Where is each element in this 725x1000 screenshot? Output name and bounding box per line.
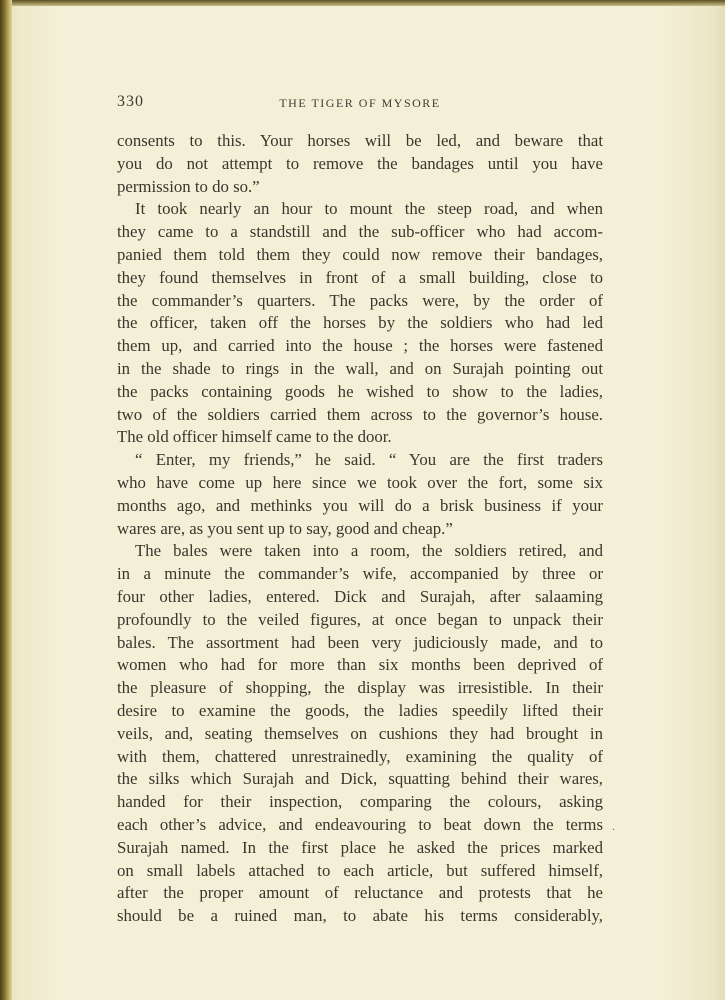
page-top-edge [0, 0, 725, 6]
text-line: veils, and, seating themselves on cushions they had brought in [117, 723, 603, 743]
running-head: THE TIGER OF MYSORE [279, 96, 441, 110]
text-line: women who had for more than six months been deprived of [117, 655, 603, 675]
text-line: wares are, as you sent up to say, good and cheap.” [117, 518, 453, 538]
text-line: the pleasure of shopping, the display was irresistible. In their [117, 678, 603, 698]
body-text [117, 130, 603, 928]
text-line: four other ladies, entered. Dick and Surajah, after salaaming [117, 586, 603, 606]
text-line: the commander’s quarters. The packs were, by the order of [117, 290, 603, 310]
text-line: desire to examine the goods, the ladies speedily lifted their [117, 700, 603, 720]
stray-mark: · [612, 825, 616, 836]
text-line: the officer, taken off the horses by the soldiers who had led [117, 313, 603, 333]
text-line: consents to this. Your horses will be led, and beware that [117, 131, 603, 150]
text-line: two of the soldiers carried them across to the governor’s house. [117, 404, 603, 424]
text-line: they came to a standstill and the sub-officer who had accom- [117, 222, 603, 242]
text-line: The bales were taken into a room, the soldiers retired, and [135, 541, 603, 561]
text-line: who have come up here since we took over the fort, some six [117, 472, 603, 492]
text-line: panied them told them they could now remove their bandages, [117, 244, 603, 264]
text-line: bales. The assortment had been very judiciously made, and to [117, 632, 603, 652]
text-line: them up, and carried into the house ; the horses were fastened [117, 336, 603, 356]
text-line: It took nearly an hour to mount the steep road, and when [135, 199, 603, 219]
book-binding-edge [0, 0, 12, 1000]
page-number: 330 [117, 93, 144, 110]
text-line: should be a ruined man, to abate his terms considerably, [117, 906, 603, 926]
text-line: months ago, and methinks you will do a brisk business if your [117, 495, 603, 515]
text-line: after the proper amount of reluctance and protests that he [117, 883, 603, 903]
text-line: the silks which Surajah and Dick, squatting behind their wares, [117, 769, 603, 789]
text-line: handed for their inspection, comparing the colours, asking [117, 792, 603, 812]
page-header [117, 93, 603, 117]
text-line: they found themselves in front of a small building, close to [117, 267, 603, 287]
text-line: “ Enter, my friends,” he said. “ You are the first traders [135, 450, 603, 470]
text-line: profoundly to the veiled figures, at once began to unpack their [117, 609, 603, 629]
text-line: each other’s advice, and endeavouring to beat down the terms [117, 814, 603, 834]
text-line: in a minute the commander’s wife, accompanied by three or [117, 564, 603, 584]
text-line: The old officer himself came to the door. [117, 427, 392, 447]
text-line: you do not attempt to remove the bandages until you have [117, 153, 603, 173]
text-line: in the shade to rings in the wall, and on Surajah pointing out [117, 358, 603, 378]
text-line: on small labels attached to each article, but suffered himself, [117, 860, 603, 880]
text-line: the packs containing goods he wished to show to the ladies, [117, 381, 603, 401]
text-line: Surajah named. In the first place he asked the prices marked [117, 837, 603, 857]
text-line: permission to do so.” [117, 176, 260, 196]
text-line: with them, chattered unrestrainedly, examining the quality of [117, 746, 603, 766]
